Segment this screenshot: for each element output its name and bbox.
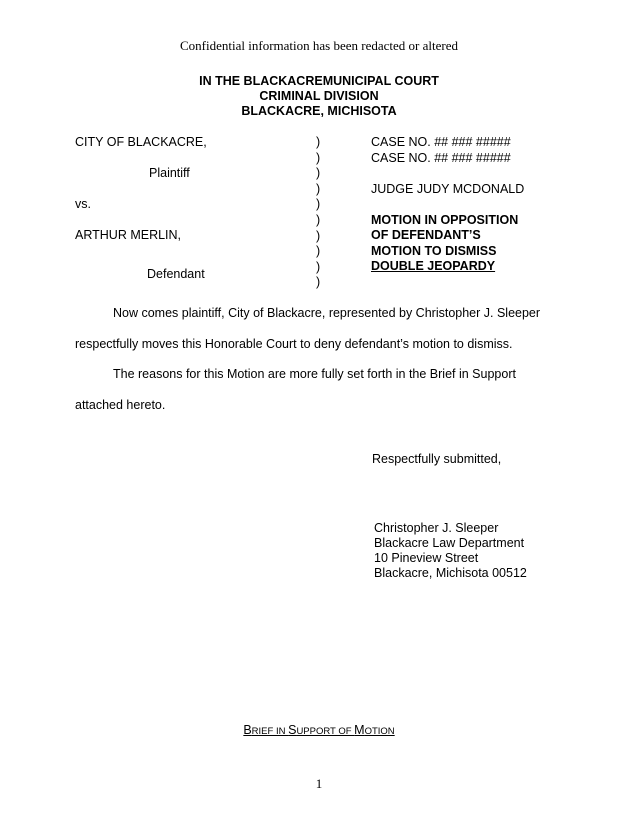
motion-title-line3: MOTION TO DISMISS bbox=[371, 244, 497, 258]
defendant-name: ARTHUR MERLIN, bbox=[75, 228, 182, 242]
brief-heading-rest-3: OTION bbox=[364, 726, 395, 737]
paragraph-1-line-2: respectfully moves this Honorable Court to deny defendant’s motion to dismiss. bbox=[75, 337, 513, 351]
brief-heading-cap-b: B bbox=[243, 723, 252, 737]
brief-heading-rest-1: RIEF IN bbox=[251, 726, 289, 737]
court-location: BLACKACRE, MICHISOTA bbox=[241, 104, 397, 118]
brief-heading bbox=[0, 723, 638, 737]
signer-department: Blackacre Law Department bbox=[374, 536, 525, 550]
paragraph-2-line-2: attached hereto. bbox=[75, 398, 166, 412]
versus-label: vs. bbox=[75, 197, 91, 211]
defendant-label: Defendant bbox=[147, 267, 205, 281]
paragraph-1-line-1: Now comes plaintiff, City of Blackacre, represented by Christopher J. Sleeper bbox=[113, 306, 541, 320]
case-number-1: CASE NO. ## ### ##### bbox=[371, 135, 511, 149]
page-number: 1 bbox=[315, 776, 323, 791]
signer-name: Christopher J. Sleeper bbox=[374, 521, 499, 535]
court-division: CRIMINAL DIVISION bbox=[259, 89, 379, 103]
paragraph-2-line-1: The reasons for this Motion are more fully set forth in the Brief in Support bbox=[113, 367, 516, 381]
case-number-2: CASE NO. ## ### ##### bbox=[371, 151, 511, 165]
caption-divider: ) ) ) ) ) ) ) ) ) ) bbox=[316, 135, 321, 290]
brief-heading-cap-s: S bbox=[288, 723, 297, 737]
plaintiff-name: CITY OF BLACKACRE, bbox=[75, 135, 207, 149]
brief-heading-rest-2: UPPORT OF bbox=[296, 726, 355, 737]
court-name: IN THE BLACKACREMUNICIPAL COURT bbox=[199, 74, 439, 88]
confidentiality-notice: Confidential information has been redacted or altered bbox=[180, 38, 458, 53]
signer-city: Blackacre, Michisota 00512 bbox=[374, 566, 527, 580]
motion-title-line4: DOUBLE JEOPARDY bbox=[371, 259, 496, 273]
signer-street: 10 Pineview Street bbox=[374, 551, 479, 565]
closing: Respectfully submitted, bbox=[372, 452, 502, 466]
motion-title-line1: MOTION IN OPPOSITION bbox=[371, 213, 519, 227]
plaintiff-label: Plaintiff bbox=[149, 166, 190, 180]
brief-heading-cap-m: M bbox=[354, 723, 365, 737]
motion-title-line2: OF DEFENDANT’S bbox=[371, 228, 481, 242]
judge-name: JUDGE JUDY MCDONALD bbox=[371, 182, 525, 196]
